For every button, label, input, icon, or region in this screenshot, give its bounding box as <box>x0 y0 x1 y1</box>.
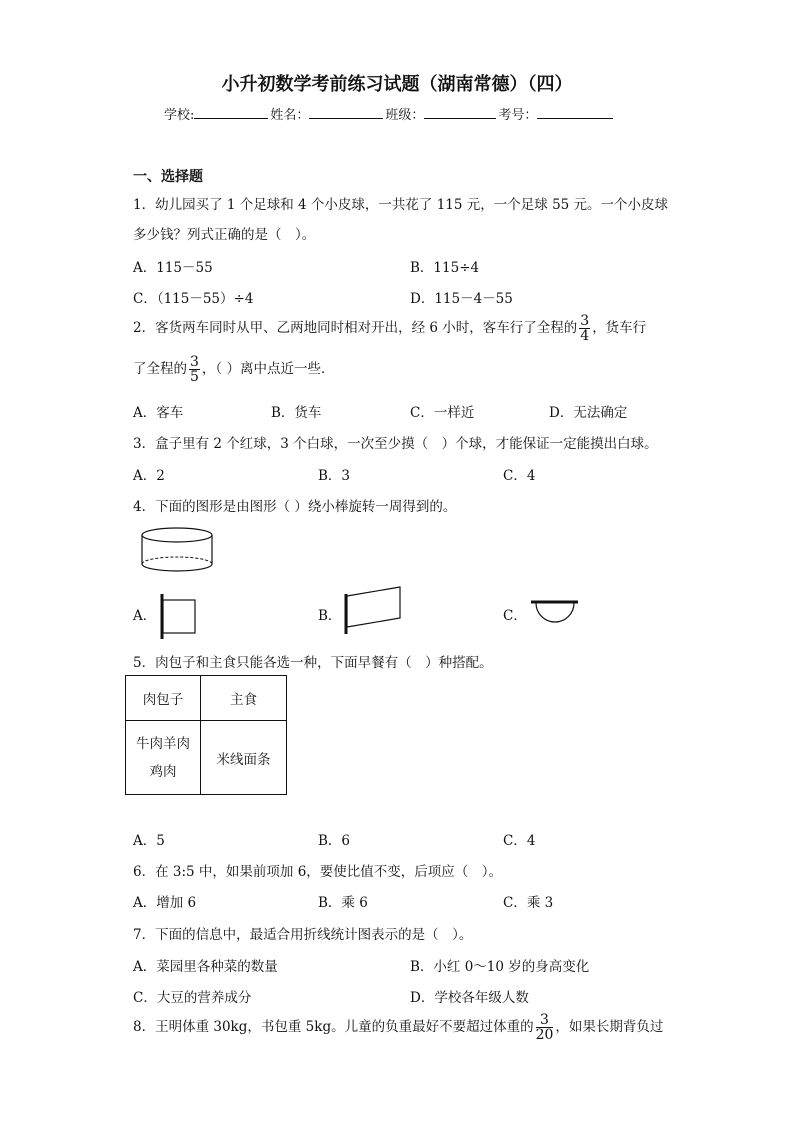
q4-line1: 4．下面的图形是由图形（ ）绕小棒旋转一周得到的。 <box>133 499 457 515</box>
q5-option-a[interactable]: A．5 <box>133 833 165 849</box>
menu-table <box>125 675 287 795</box>
name-label: 姓名： <box>270 108 310 123</box>
q3-option-c[interactable]: C．4 <box>503 468 536 484</box>
q1-option-d[interactable]: D．115－4－55 <box>410 291 513 307</box>
option-b-trapezoid-figure <box>340 584 405 636</box>
table-header-staple: 主食 <box>201 676 287 721</box>
q5-option-b[interactable]: B．6 <box>318 833 351 849</box>
student-info-line <box>164 104 615 123</box>
q2-option-b[interactable]: B．货车 <box>271 405 322 421</box>
q8-line1-pre: 8．王明体重 30kg，书包重 5kg。儿童的负重最好不要超过体重的 <box>133 1019 534 1035</box>
q2-fraction-2: $\frac{3}{5}$ <box>190 354 199 385</box>
q8-line1 <box>133 1013 663 1042</box>
q1-option-c[interactable]: C．（115－55）÷4 <box>133 291 254 307</box>
table-header-buns: 肉包子 <box>126 676 201 721</box>
q2-option-c[interactable]: C．一样近 <box>410 405 475 421</box>
q3-option-b[interactable]: B．3 <box>318 468 351 484</box>
q2-option-d[interactable]: D．无法确定 <box>549 405 628 421</box>
q6-option-a[interactable]: A．增加 6 <box>133 895 197 911</box>
q2-line1 <box>133 314 646 343</box>
exam-no-label: 考号： <box>498 108 538 123</box>
q1-line1: 1．幼儿园买了 1 个足球和 4 个小皮球，一共花了 115 元，一个足球 55 元。一个小皮球 <box>133 197 669 213</box>
class-label: 班级： <box>385 108 425 123</box>
q2-line2 <box>133 355 334 384</box>
school-blank[interactable] <box>194 106 268 119</box>
q6-option-c[interactable]: C．乘 3 <box>503 895 554 911</box>
q7-option-a[interactable]: A．菜园里各种菜的数量 <box>133 959 278 975</box>
cylinder-figure <box>140 524 215 576</box>
option-a-square-figure <box>155 592 200 642</box>
q4-option-c[interactable]: C． <box>503 608 527 624</box>
q7-option-b[interactable]: B．小红 0～10 岁的身高变化 <box>410 959 590 975</box>
q1-option-b[interactable]: B．115÷4 <box>410 260 480 276</box>
q5-option-c[interactable]: C．4 <box>503 833 536 849</box>
q1-option-a[interactable]: A．115－55 <box>133 260 213 276</box>
q3-line1: 3．盒子里有 2 个红球，3 个白球，一次至少摸（ ）个球，才能保证一定能摸出白球。 <box>133 436 658 452</box>
q2-fraction-1: $\frac{3}{4}$ <box>580 313 590 344</box>
table-cell-buns-line1: 牛肉羊肉 <box>136 735 190 752</box>
school-label: 学校: <box>164 108 195 123</box>
name-blank[interactable] <box>309 106 383 119</box>
page-title: 小升初数学考前练习试题（湖南常德）（四） <box>221 74 573 95</box>
q8-fraction: $\frac{3}{20}$ <box>535 1012 554 1043</box>
exam-no-blank[interactable] <box>537 106 613 119</box>
q7-line1: 7．下面的信息中，最适合用折线统计图表示的是（ ）。 <box>133 927 473 943</box>
q7-option-d[interactable]: D．学校各年级人数 <box>410 990 529 1006</box>
section-title: 一、选择题 <box>133 169 203 185</box>
q3-option-a[interactable]: A．2 <box>133 468 165 484</box>
q1-line2: 多少钱？列式正确的是（ ）。 <box>133 227 316 243</box>
q4-option-b[interactable]: B． <box>318 608 342 624</box>
q6-line1: 6．在 3:5 中，如果前项加 6，要使比值不变，后项应（ ）。 <box>133 864 503 880</box>
q5-line1: 5．肉包子和主食只能各选一种，下面早餐有（ ）种搭配。 <box>133 655 493 671</box>
q6-option-b[interactable]: B．乘 6 <box>318 895 368 911</box>
q2-line2-pre: 了全程的 <box>133 361 187 377</box>
class-blank[interactable] <box>424 106 496 119</box>
table-cell-buns <box>126 721 201 795</box>
table-cell-staple: 米线面条 <box>201 721 287 795</box>
q2-line1-pre: 2．客货两车同时从甲、乙两地同时相对开出，经 6 小时，客车行了全程的 <box>133 320 578 336</box>
q4-option-a[interactable]: A． <box>133 608 157 624</box>
table-cell-buns-line2: 鸡肉 <box>149 763 177 780</box>
q2-line1-post: ，货车行 <box>592 320 647 336</box>
q2-option-a[interactable]: A．客车 <box>133 405 184 421</box>
q2-line2-post: ，（ ）离中点近一些． <box>201 361 335 377</box>
q7-option-c[interactable]: C．大豆的营养成分 <box>133 990 252 1006</box>
q8-line1-post: ，如果长期背负过 <box>555 1019 664 1035</box>
option-c-semicircle-figure <box>530 596 580 624</box>
